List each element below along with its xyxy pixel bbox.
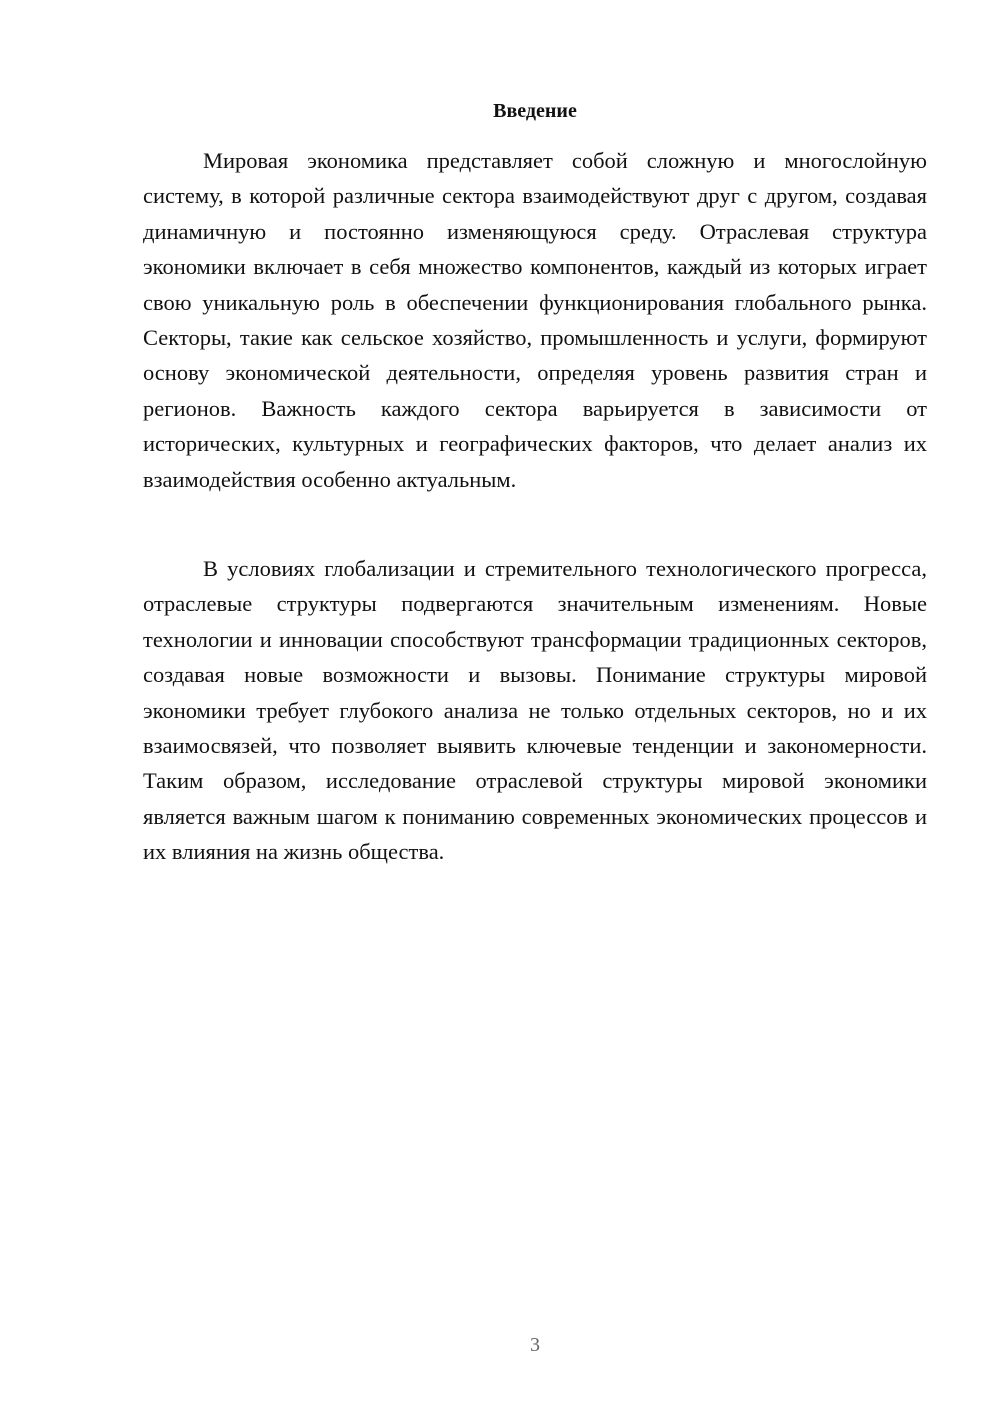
paragraph-introduction-1: [143, 143, 927, 497]
page-number: 3: [530, 1334, 540, 1356]
page-title: Введение: [493, 100, 577, 122]
paragraph-text: В условиях глобализации и стремительного технологического прогресса, отраслевые структуры подвергаются значительным изменениям. Новые технологии и инновации способствуют трансформации традиционных секторов, создавая новые возможности и вызовы. Понимание структуры мировой экономики требует глубокого анализа не только отдельных секторов, но и их взаимосвязей, что позволяет выявить ключевые тенденции и закономерности. Таким образом, исследование отраслевой структуры мировой экономики является важным шагом к пониманию современных экономических процессов и их влияния на жизнь общества.: [143, 556, 927, 865]
paragraph-text: Мировая экономика представляет собой сложную и многослойную систему, в которой различные сектора взаимодействуют друг с другом, создавая динамичную и постоянно изменяющуюся среду. Отраслевая структура экономики включает в себя множество компонентов, каждый из которых играет свою уникальную роль в обеспечении функционирования глобального рынка. Секторы, такие как сельское хозяйство, промышленность и услуги, формируют основу экономической деятельности, определяя уровень развития стран и регионов. Важность каждого сектора варьируется в зависимости от исторических, культурных и географических факторов, что делает анализ их взаимодействия особенно актуальным.: [143, 148, 927, 492]
paragraph-introduction-2: [143, 551, 927, 870]
